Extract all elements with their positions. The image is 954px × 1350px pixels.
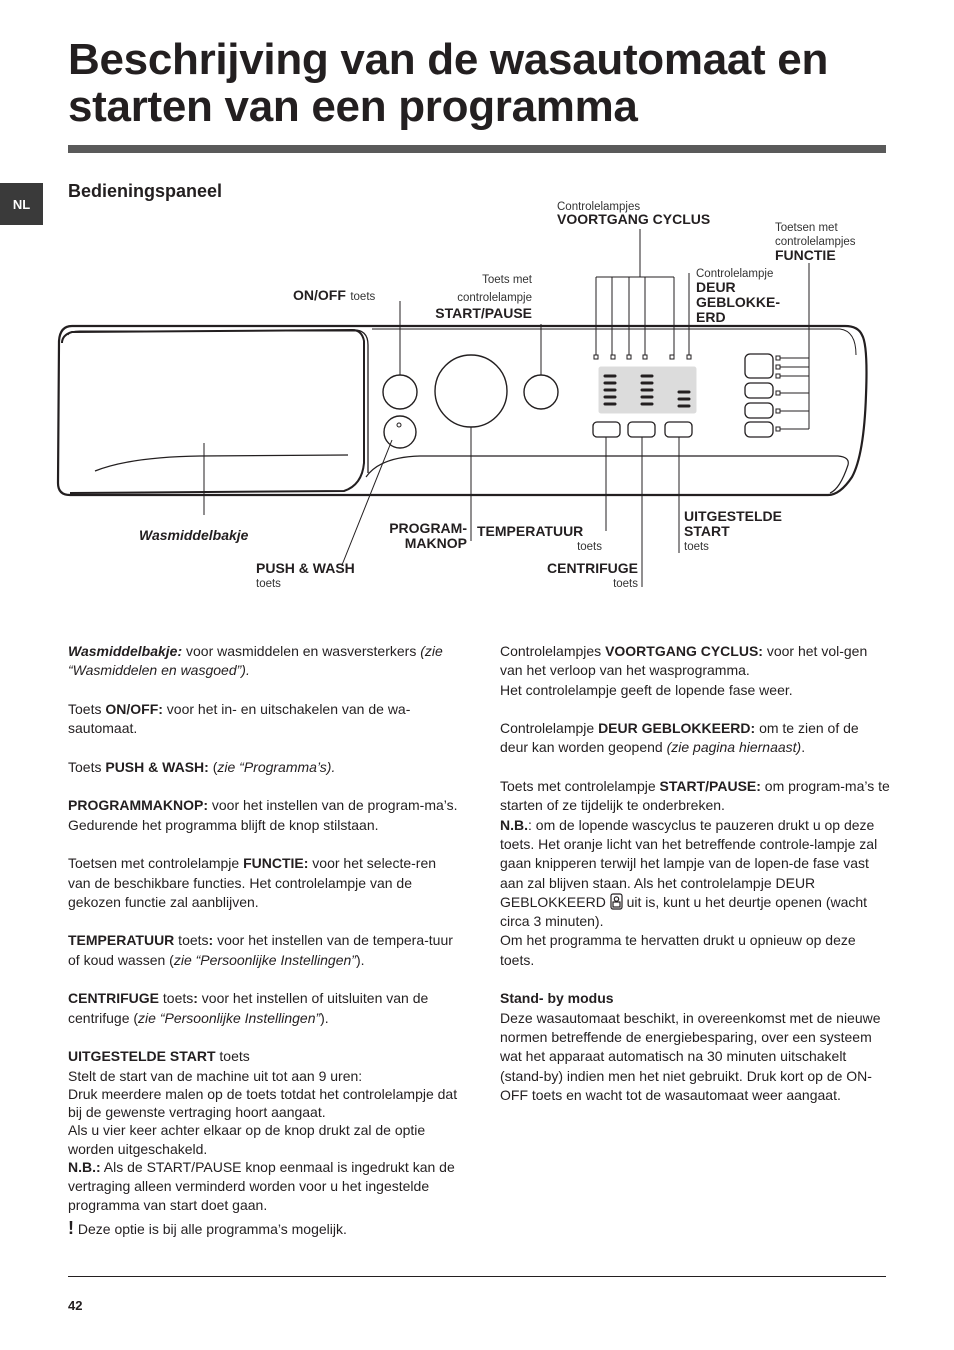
term-pushwash: PUSH & WASH: xyxy=(105,758,209,775)
label-functie: FUNCTIE xyxy=(775,247,836,263)
text: . xyxy=(801,739,806,756)
text: Deze optie is bij alle programma’s mogelijk. xyxy=(74,1221,347,1238)
label-pushwash: PUSH & WASH xyxy=(256,560,355,576)
text: toets xyxy=(174,932,209,949)
reference: zie “Persoonlijke Instellingen” xyxy=(173,951,356,968)
label-programmaknop-1: PROGRAM- xyxy=(389,520,467,536)
colon: : xyxy=(208,932,214,949)
reference: zie “Programma’s). xyxy=(217,758,336,775)
para-wasmiddelbakje xyxy=(68,642,458,681)
para-deur xyxy=(500,719,890,758)
text: Het controlelampje geeft de lopende fase weer. xyxy=(500,681,793,698)
para-temperatuur xyxy=(68,931,458,970)
term-programmaknop: PROGRAMMAKNOP: xyxy=(68,797,208,814)
left-text-column xyxy=(68,642,458,1239)
nb-label: N.B. xyxy=(500,816,528,833)
onoff-button-shape xyxy=(383,375,417,409)
term-startpause: START/PAUSE: xyxy=(659,778,761,795)
bottom-rule xyxy=(68,1276,886,1277)
label-functie-small-1: Toetsen met xyxy=(775,222,838,234)
text: Als u vier keer achter elkaar op de knop drukt zal de optie worden uitgeschakeld. xyxy=(68,1122,426,1157)
text: Toets xyxy=(68,758,106,775)
reference: (zie pagina hiernaast) xyxy=(666,739,802,756)
label-uitgestelde-small: toets xyxy=(684,541,709,553)
text: ). xyxy=(320,1009,329,1026)
label-centrifuge-small: toets xyxy=(613,578,638,590)
term-standby: Stand- by modus xyxy=(500,990,614,1007)
label-wasmiddelbakje: Wasmiddelbakje xyxy=(139,527,249,543)
section-title: Bedieningspaneel xyxy=(68,181,223,201)
drawer-outline xyxy=(62,330,364,493)
text: ). xyxy=(355,951,365,968)
term-functie: FUNCTIE: xyxy=(243,855,309,872)
label-centrifuge: CENTRIFUGE xyxy=(547,560,638,576)
label-pushwash-small: toets xyxy=(256,578,281,590)
reference: zie “Persoonlijke Instellingen” xyxy=(138,1009,321,1026)
title-rule xyxy=(68,145,886,153)
text: om program-ma’s te starten of ze tijdelijk te onderbreken. xyxy=(500,778,890,814)
text: Toets met controlelampje xyxy=(500,778,660,795)
text: toets xyxy=(215,1048,250,1065)
label-deur-small: Controlelampje xyxy=(696,268,774,280)
text: voor het instellen van de tempera-tuur of koud wassen ( xyxy=(68,932,453,968)
uitgestelde-start-button-shape xyxy=(665,422,692,437)
text: ( xyxy=(208,758,218,775)
text: om te zien of de deur kan worden geopend xyxy=(500,720,859,756)
label-deur-3: ERD xyxy=(696,309,726,325)
language-tab: NL xyxy=(0,183,43,225)
label-functie-small-2: controlelampjes xyxy=(775,236,856,248)
label-startpause-small-1: Toets met xyxy=(482,274,532,286)
text: Toets xyxy=(68,700,106,717)
warning-mark: ! xyxy=(68,1218,74,1239)
function-button-shape xyxy=(745,354,773,378)
text: : om de lopende wascyclus te pauzeren drukt u op deze toets. Het oranje licht van het betreffende controle-lampje zal gaan knipperen terwijl het lampje van de lopen-de fase vast aan zal blijven staan. Als het controlelampje DEUR GEBLOKKEERD xyxy=(500,816,878,910)
colon: : xyxy=(193,990,198,1007)
reference: (zie “Wasmiddelen en wasgoed”). xyxy=(68,643,443,679)
term-uitgestelde-start: UITGESTELDE START xyxy=(68,1048,216,1065)
program-knob-shape xyxy=(435,355,507,427)
para-programmaknop xyxy=(68,796,458,835)
text: toets xyxy=(159,990,194,1007)
term-wasmiddelbakje: Wasmiddelbakje: xyxy=(68,643,183,659)
text: Toetsen met controlelampje xyxy=(68,855,244,872)
text: voor het instellen of uitsluiten van de centrifuge ( xyxy=(68,990,429,1026)
right-text-column xyxy=(500,642,890,1105)
term-voortgang: VOORTGANG CYCLUS: xyxy=(605,643,763,659)
text: Als de START/PAUSE knop eenmaal is ingedrukt kan de vertraging alleen verminderd worden voor u het ingestelde programma van start doet gaan. xyxy=(68,1159,455,1214)
term-deur: DEUR GEBLOKKEERD: xyxy=(598,720,756,737)
temperatuur-button-shape xyxy=(593,422,620,437)
text: voor het instellen van de program-ma’s. Gedurende het programma blijft de knop stilstaan. xyxy=(68,797,458,833)
para-startpause xyxy=(500,777,890,970)
text: Controlelampje xyxy=(500,720,599,737)
lock-icon xyxy=(610,893,623,910)
start-pause-button-shape xyxy=(524,375,558,409)
label-programmaknop-2: MAKNOP xyxy=(404,535,467,551)
label-startpause-small-2: controlelampje xyxy=(457,292,532,304)
label-deur-1: DEUR xyxy=(696,279,736,295)
text: Controlelampjes xyxy=(500,643,606,659)
label-onoff-group xyxy=(293,287,375,305)
centrifuge-button-shape xyxy=(628,422,655,437)
para-standby xyxy=(500,989,890,1105)
label-onoff: ON/OFF xyxy=(293,287,346,303)
label-voortgang-cyclus: VOORTGANG CYCLUS xyxy=(557,211,711,227)
text: voor het selecte-ren van de beschikbare functies. Het controlelampje van de gekozen functie zal aanblijven. xyxy=(68,855,437,910)
label-uitgestelde-1: UITGESTELDE xyxy=(684,508,783,524)
text: uit is, kunt u het deurtje openen (wacht circa 3 minuten). xyxy=(500,893,868,930)
para-voortgang xyxy=(500,642,890,700)
nb-label: N.B.: xyxy=(68,1159,101,1176)
text: voor wasmiddelen en wasversterkers xyxy=(182,643,421,659)
para-functie xyxy=(68,854,458,912)
term-centrifuge: CENTRIFUGE xyxy=(68,990,159,1007)
text: voor het in- en uitschakelen van de wa-sautomaat. xyxy=(68,700,411,737)
label-onoff-small: toets xyxy=(350,291,376,303)
label-startpause: START/PAUSE xyxy=(435,305,532,321)
text: voor het vol-gen van het verloop van het wasprogramma. xyxy=(500,643,868,679)
pushwash-button-shape xyxy=(384,416,416,448)
para-pushwash xyxy=(68,758,458,777)
text: Om het programma te hervatten drukt u opnieuw op deze toets. xyxy=(500,932,856,968)
label-temperatuur-small: toets xyxy=(577,541,602,553)
term-onoff: ON/OFF: xyxy=(105,700,163,717)
text: Deze wasautomaat beschikt, in overeenkomst met de nieuwe normen betreffende de energiebesparing, over een systeem wat het apparaat automatisch na 30 minuten uitschakelt (stand-by) indien men het niet gebruikt. Druk kort op de ON-OFF toets en wacht tot de wasautomaat weer aangaat. xyxy=(500,1009,881,1103)
label-voortgang-small: Controlelampjes xyxy=(557,201,641,213)
control-panel-diagram xyxy=(0,195,954,605)
text: Stelt de start van de machine uit tot aan 9 uren: xyxy=(68,1067,363,1084)
text: Druk meerdere malen op de toets totdat het controlelampje dat bij de gewenste vertraging hoort aangaat. xyxy=(68,1085,458,1121)
page-title: Beschrijving van de wasautomaat en starten van een programma xyxy=(68,35,829,131)
label-deur-2: GEBLOKKE- xyxy=(696,294,780,310)
para-centrifuge xyxy=(68,989,458,1028)
term-temperatuur: TEMPERATUUR xyxy=(68,932,175,949)
para-onoff xyxy=(68,700,458,739)
page-number: 42 xyxy=(68,1298,83,1313)
para-uitgestelde-start xyxy=(68,1047,458,1239)
label-uitgestelde-2: START xyxy=(684,523,730,539)
label-temperatuur: TEMPERATUUR xyxy=(477,523,584,539)
